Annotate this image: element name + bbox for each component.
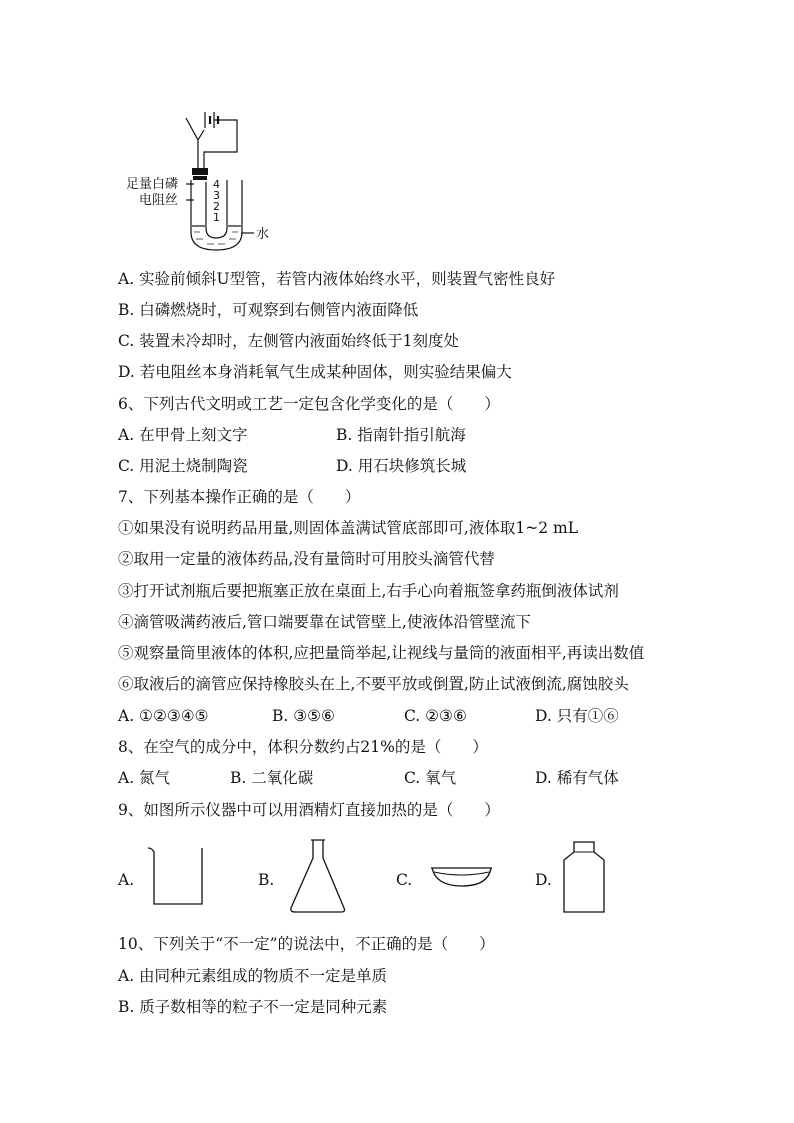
beaker-icon: [144, 842, 214, 912]
q6-stem: 6、下列古代文明或工艺一定包含化学变化的是（ ）: [118, 395, 500, 413]
q10-stem: 10、下列关于“不一定”的说法中，不正确的是（ ）: [118, 935, 495, 953]
q9-option-c: C.: [396, 871, 413, 889]
q8-option-d: D. 稀有气体: [535, 769, 619, 787]
evaporating-dish-icon: [428, 862, 498, 892]
q7-item-6: ⑥取液后的滴管应保持橡胶头在上,不要平放或倒置,防止试液倒流,腐蚀胶头: [118, 675, 629, 693]
q7-option-c: C. ②③⑥: [404, 707, 467, 725]
q9-stem: 9、如图所示仪器中可以用酒精灯直接加热的是（ ）: [118, 801, 500, 819]
scale-1: 1: [213, 211, 220, 224]
q7-option-d: D. 只有①⑥: [535, 707, 619, 725]
label-water: 水: [256, 227, 270, 242]
q8-option-b: B. 二氧化碳: [230, 769, 314, 787]
q5-option-a: A. 实验前倾斜U型管，若管内液体始终水平，则装置气密性良好: [118, 270, 556, 288]
q8-option-a: A. 氮气: [118, 769, 171, 787]
q7-item-2: ②取用一定量的液体药品,没有量筒时可用胶头滴管代替: [118, 550, 495, 568]
q7-option-b: B. ③⑤⑥: [272, 707, 335, 725]
q8-stem: 8、在空气的成分中，体积分数约占21%的是（ ）: [118, 738, 488, 756]
q9-option-b: B.: [258, 871, 275, 889]
q5-option-b: B. 白磷燃烧时，可观察到右侧管内液面降低: [118, 301, 419, 319]
label-phosphorus: 足量白磷: [126, 177, 179, 192]
label-wire: 电阻丝: [139, 193, 179, 208]
q7-item-4: ④滴管吸满药液后,管口端要靠在试管壁上,使液体沿管壁流下: [118, 613, 531, 631]
q6-option-a: A. 在甲骨上刻文字: [118, 426, 248, 444]
q6-option-c: C. 用泥土烧制陶瓷: [118, 457, 248, 475]
q7-option-a: A. ①②③④⑤: [118, 707, 209, 725]
q7-item-3: ③打开试剂瓶后要把瓶塞正放在桌面上,右手心向着瓶签拿药瓶倒液体试剂: [118, 582, 619, 600]
q9-option-a: A.: [118, 871, 135, 889]
q5-option-d: D. 若电阻丝本身消耗氧气生成某种固体，则实验结果偏大: [118, 363, 512, 381]
reagent-bottle-icon: [560, 838, 610, 918]
scale-3: 3: [213, 189, 220, 202]
u-tube-diagram: [0, 0, 794, 260]
q8-option-c: C. 氧气: [404, 769, 457, 787]
q10-option-b: B. 质子数相等的粒子不一定是同种元素: [118, 998, 388, 1016]
q6-option-d: D. 用石块修筑长城: [336, 457, 467, 475]
scale-2: 2: [213, 200, 220, 213]
q7-item-5: ⑤观察量筒里液体的体积,应把量筒举起,让视线与量筒的液面相平,再读出数值: [118, 644, 645, 662]
q5-option-c: C. 装置未冷却时，左侧管内液面始终低于1刻度处: [118, 332, 460, 350]
conical-flask-icon: [286, 836, 356, 916]
q7-item-1: ①如果没有说明药品用量,则固体盖满试管底部即可,液体取1~2 mL: [118, 519, 578, 537]
q7-stem: 7、下列基本操作正确的是（ ）: [118, 488, 361, 506]
q9-option-d: D.: [535, 871, 552, 889]
scale-4: 4: [213, 178, 220, 191]
q10-option-a: A. 由同种元素组成的物质不一定是单质: [118, 967, 388, 985]
q6-option-b: B. 指南针指引航海: [336, 426, 466, 444]
